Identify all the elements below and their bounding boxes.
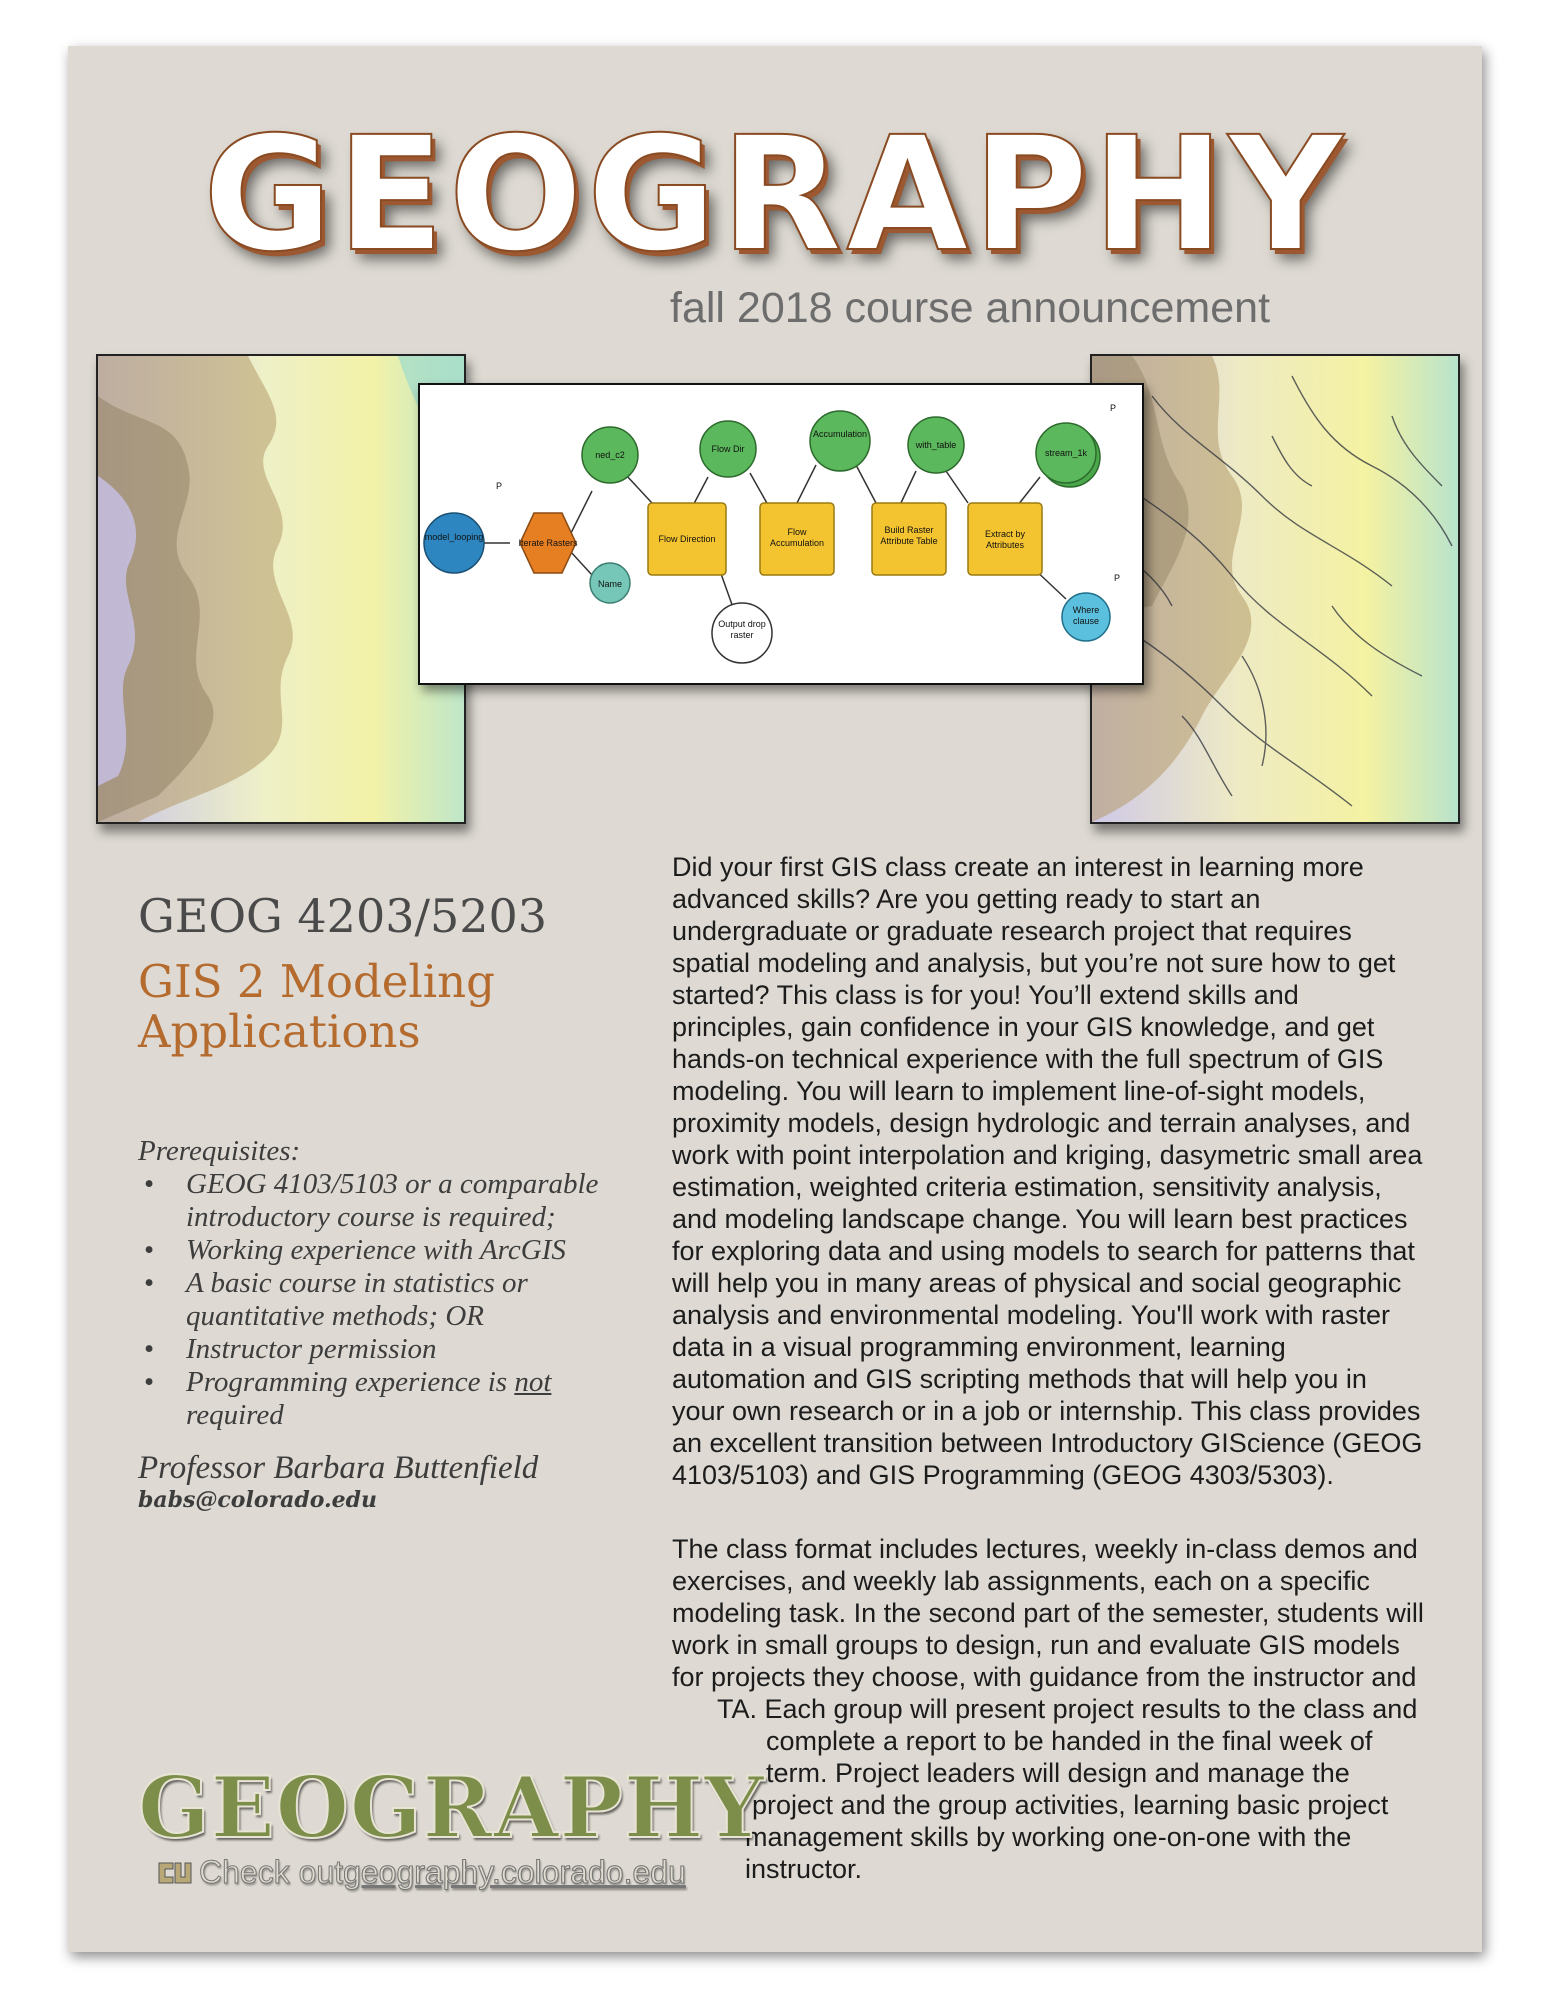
paragraph-line: for projects they choose, with guidance from the instructor and bbox=[672, 1662, 1417, 1692]
geography-logo: GEOGRAPHY bbox=[138, 1758, 766, 1857]
prerequisite-text-pre: Programming experience is bbox=[186, 1366, 515, 1398]
node-flow-direction: Flow Direction bbox=[658, 534, 716, 544]
cu-logo-icon bbox=[155, 1855, 193, 1891]
node-stream-1k: stream_1k bbox=[1044, 448, 1088, 458]
prerequisite-text: • Working experience with ArcGIS bbox=[186, 1234, 566, 1266]
paragraph-line: will help you in many areas of physical and social geographic bbox=[672, 1268, 1402, 1298]
course-title-line2: Applications bbox=[138, 1005, 421, 1058]
class-format-paragraph bbox=[672, 1533, 1452, 1885]
node-accumulation: Accumulation bbox=[812, 429, 868, 439]
department-website-link[interactable] bbox=[155, 1854, 686, 1891]
prerequisite-item bbox=[138, 1333, 638, 1366]
paragraph-line: The class format includes lectures, weekly in-class demos and bbox=[672, 1534, 1418, 1564]
node-ned-c2: ned_c2 bbox=[595, 450, 625, 460]
course-title-line1: GIS 2 Modeling bbox=[138, 955, 495, 1008]
elevation-map-left bbox=[96, 354, 466, 824]
paragraph-line: project and the group activities, learning basic project bbox=[752, 1790, 1389, 1820]
paragraph-line: exercises, and weekly lab assignments, each on a specific bbox=[672, 1566, 1370, 1596]
paragraph-line: estimation, weighted criteria estimation, sensitivity analysis, bbox=[672, 1172, 1382, 1202]
prerequisite-text: • Instructor permission bbox=[186, 1333, 437, 1365]
prerequisite-item bbox=[138, 1366, 638, 1432]
paragraph-line: hands-on technical experience with the full spectrum of GIS bbox=[672, 1044, 1384, 1074]
prerequisite-text: • A basic course in statistics or bbox=[186, 1267, 528, 1299]
paragraph-line: automation and GIS scripting methods that will help you in bbox=[672, 1364, 1367, 1394]
professor-name: Professor Barbara Buttenfield bbox=[138, 1450, 539, 1486]
professor-email[interactable]: babs@colorado.edu bbox=[138, 1487, 378, 1513]
node-name: Name bbox=[597, 579, 623, 589]
prerequisite-text: quantitative methods; OR bbox=[186, 1300, 485, 1332]
paragraph-line: instructor. bbox=[745, 1854, 863, 1884]
node-extract-by-attributes: Extract by Attributes bbox=[984, 529, 1025, 550]
course-description-paragraph bbox=[672, 851, 1452, 1491]
model-builder-diagram bbox=[418, 383, 1144, 685]
prerequisite-item bbox=[138, 1234, 638, 1267]
paragraph-line: data in a visual programming environment, learning bbox=[672, 1332, 1286, 1362]
node-output-drop-raster: Output drop raster bbox=[718, 619, 766, 640]
paragraph-line: your own research or in a job or internship. This class provides bbox=[672, 1396, 1421, 1426]
paragraph-line: started? This class is for you! You’ll extend skills and bbox=[672, 980, 1299, 1010]
prerequisite-text: • GEOG 4103/5103 or a comparable bbox=[186, 1168, 599, 1200]
paragraph-line: modeling. You will learn to implement line-of-sight models, bbox=[672, 1076, 1366, 1106]
paragraph-line: and modeling landscape change. You will learn best practices bbox=[672, 1204, 1408, 1234]
prerequisites-list bbox=[138, 1168, 638, 1432]
geography-banner-title: GEOGRAPHY bbox=[202, 103, 1347, 287]
paragraph-line: proximity models, design hydrologic and terrain analyses, and bbox=[672, 1108, 1411, 1138]
link-prefix-text: Check out bbox=[199, 1854, 344, 1890]
paragraph-line: 4103/5103) and GIS Programming (GEOG 4303/5303). bbox=[672, 1460, 1334, 1490]
node-flow-dir: Flow Dir bbox=[711, 444, 745, 454]
prerequisite-item bbox=[138, 1267, 638, 1333]
prerequisites-section bbox=[138, 1134, 638, 1432]
node-with-table: with_table bbox=[915, 440, 957, 450]
node-flow-accumulation: Flow Accumulation bbox=[769, 527, 825, 548]
prerequisite-text-underlined: not bbox=[514, 1366, 552, 1398]
paragraph-line: undergraduate or graduate research project that requires bbox=[672, 916, 1352, 946]
prerequisite-text: required bbox=[186, 1399, 284, 1431]
stream-network-map-right bbox=[1090, 354, 1460, 824]
paragraph-line: for exploring data and using models to search for patterns that bbox=[672, 1236, 1415, 1266]
paragraph-line: an excellent transition between Introductory GIScience (GEOG bbox=[672, 1428, 1423, 1458]
node-where-clause: Where clause bbox=[1072, 605, 1100, 626]
link-url-text[interactable]: geography.colorado.edu bbox=[343, 1854, 686, 1890]
prerequisite-item bbox=[138, 1168, 638, 1234]
prerequisites-label: Prerequisites: bbox=[138, 1135, 301, 1167]
announcement-subtitle: fall 2018 course announcement bbox=[670, 284, 1271, 332]
paragraph-line: complete a report to be handed in the final week of bbox=[766, 1726, 1373, 1756]
prerequisite-text bbox=[186, 1366, 638, 1399]
paragraph-line: term. Project leaders will design and manage the bbox=[766, 1758, 1350, 1788]
p-marker-2: P bbox=[1110, 403, 1117, 413]
node-build-raster-attribute-table: Build Raster Attribute Table bbox=[880, 525, 938, 546]
course-title bbox=[138, 957, 558, 1057]
paragraph-line: work in small groups to design, run and evaluate GIS models bbox=[672, 1630, 1400, 1660]
paragraph-line: analysis and environmental modeling. You'll work with raster bbox=[672, 1300, 1391, 1330]
paragraph-line: management skills by working one-on-one with the bbox=[745, 1822, 1352, 1852]
paragraph-line: principles, gain confidence in your GIS knowledge, and get bbox=[672, 1012, 1375, 1042]
paragraph-line: modeling task. In the second part of the semester, students will bbox=[672, 1598, 1424, 1628]
flyer-page bbox=[68, 46, 1482, 1952]
paragraph-line: TA. Each group will present project results to the class and bbox=[717, 1694, 1418, 1724]
node-iterate-rasters: Iterate Rasters bbox=[518, 538, 578, 548]
paragraph-line: advanced skills? Are you getting ready to start an bbox=[672, 884, 1261, 914]
course-code: GEOG 4203/5203 bbox=[138, 889, 548, 943]
paragraph-line: Did your first GIS class create an interest in learning more bbox=[672, 852, 1364, 882]
paragraph-line: work with point interpolation and kriging, dasymetric small area bbox=[672, 1140, 1423, 1170]
p-marker-1: P bbox=[496, 481, 503, 491]
prerequisite-text: introductory course is required; bbox=[186, 1201, 556, 1233]
p-marker-3: P bbox=[1114, 573, 1121, 583]
paragraph-line: spatial modeling and analysis, but you’re not sure how to get bbox=[672, 948, 1396, 978]
node-model-looping: model_looping bbox=[424, 532, 484, 542]
